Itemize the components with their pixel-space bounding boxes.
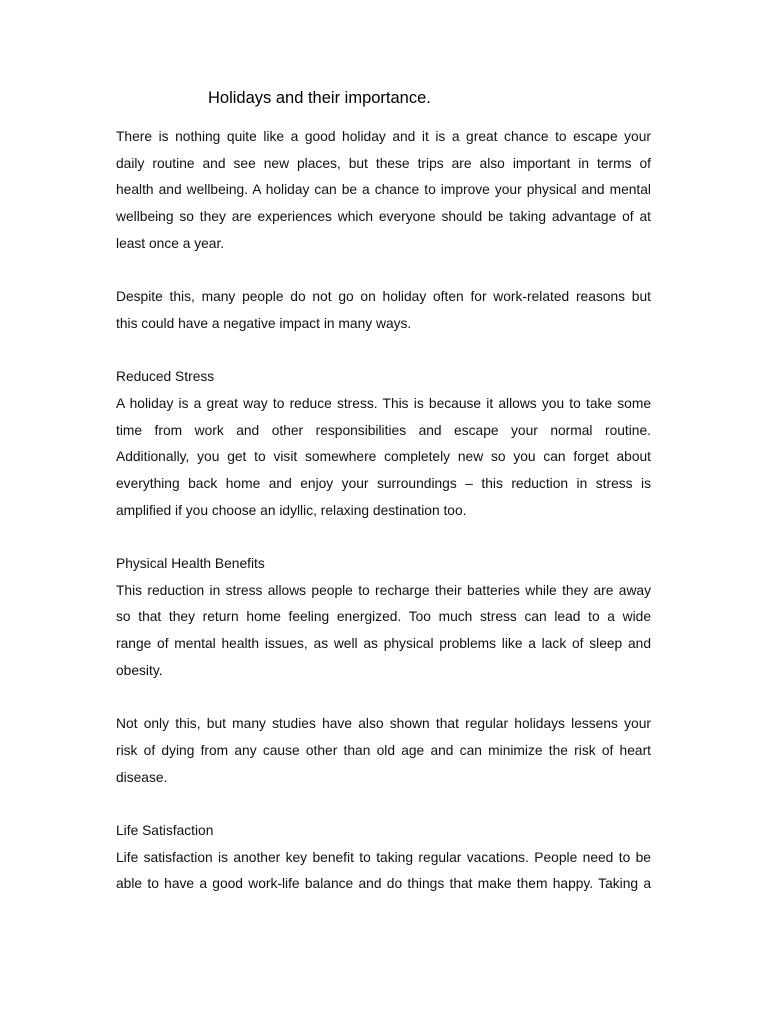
paragraph-intro [116, 124, 651, 257]
text-line: this could have a negative impact in many ways. [116, 315, 412, 331]
paragraph-studies [116, 711, 651, 791]
text-line: amplified if you choose an idyllic, relaxing destination too. [116, 502, 467, 518]
section-life-satisfaction [116, 818, 651, 898]
text-line: Not only this, but many studies have also shown that regular holidays lessens your [116, 716, 651, 732]
text-line: able to have a good work-life balance and do things that make them happy. Taking a [116, 876, 651, 892]
text-line: range of mental health issues, as well as physical problems like a lack of sleep and [116, 636, 651, 652]
text-line: A holiday is a great way to reduce stress. This is because it allows you to take some [116, 395, 651, 411]
section-heading: Physical Health Benefits [116, 556, 265, 571]
document-body [116, 124, 651, 925]
section-heading: Reduced Stress [116, 369, 215, 385]
text-line: wellbeing so they are experiences which everyone should be taking advantage of at [116, 209, 651, 225]
text-line: health and wellbeing. A holiday can be a chance to improve your physical and mental [116, 182, 651, 198]
text-line: everything back home and enjoy your surroundings – this reduction in stress is [116, 475, 651, 491]
text-line: so that they return home feeling energized. Too much stress can lead to a wide [116, 609, 651, 625]
text-line: least once a year. [116, 235, 225, 251]
text-line: risk of dying from any cause other than old age and can minimize the risk of heart [116, 742, 651, 758]
document-title: Holidays and their importance. [208, 89, 431, 107]
text-line: This reduction in stress allows people to recharge their batteries while they are away [116, 582, 651, 598]
text-line: obesity. [116, 662, 163, 678]
paragraph-despite [116, 284, 651, 337]
section-heading: Life Satisfaction [116, 822, 214, 838]
text-line: Life satisfaction is another key benefit to taking regular vacations. People need to be [116, 849, 651, 865]
text-line: disease. [116, 769, 168, 785]
text-line: There is nothing quite like a good holiday and it is a great chance to escape your [116, 129, 651, 144]
text-line: Despite this, many people do not go on holiday often for work-related reasons but [116, 289, 651, 305]
section-reduced-stress [116, 364, 651, 524]
text-line: daily routine and see new places, but these trips are also important in terms of [116, 155, 651, 171]
text-line: time from work and other responsibilities and escape your normal routine. [116, 422, 651, 438]
text-line: Additionally, you get to visit somewhere completely new so you can forget about [116, 449, 651, 465]
section-physical-health [116, 551, 651, 684]
